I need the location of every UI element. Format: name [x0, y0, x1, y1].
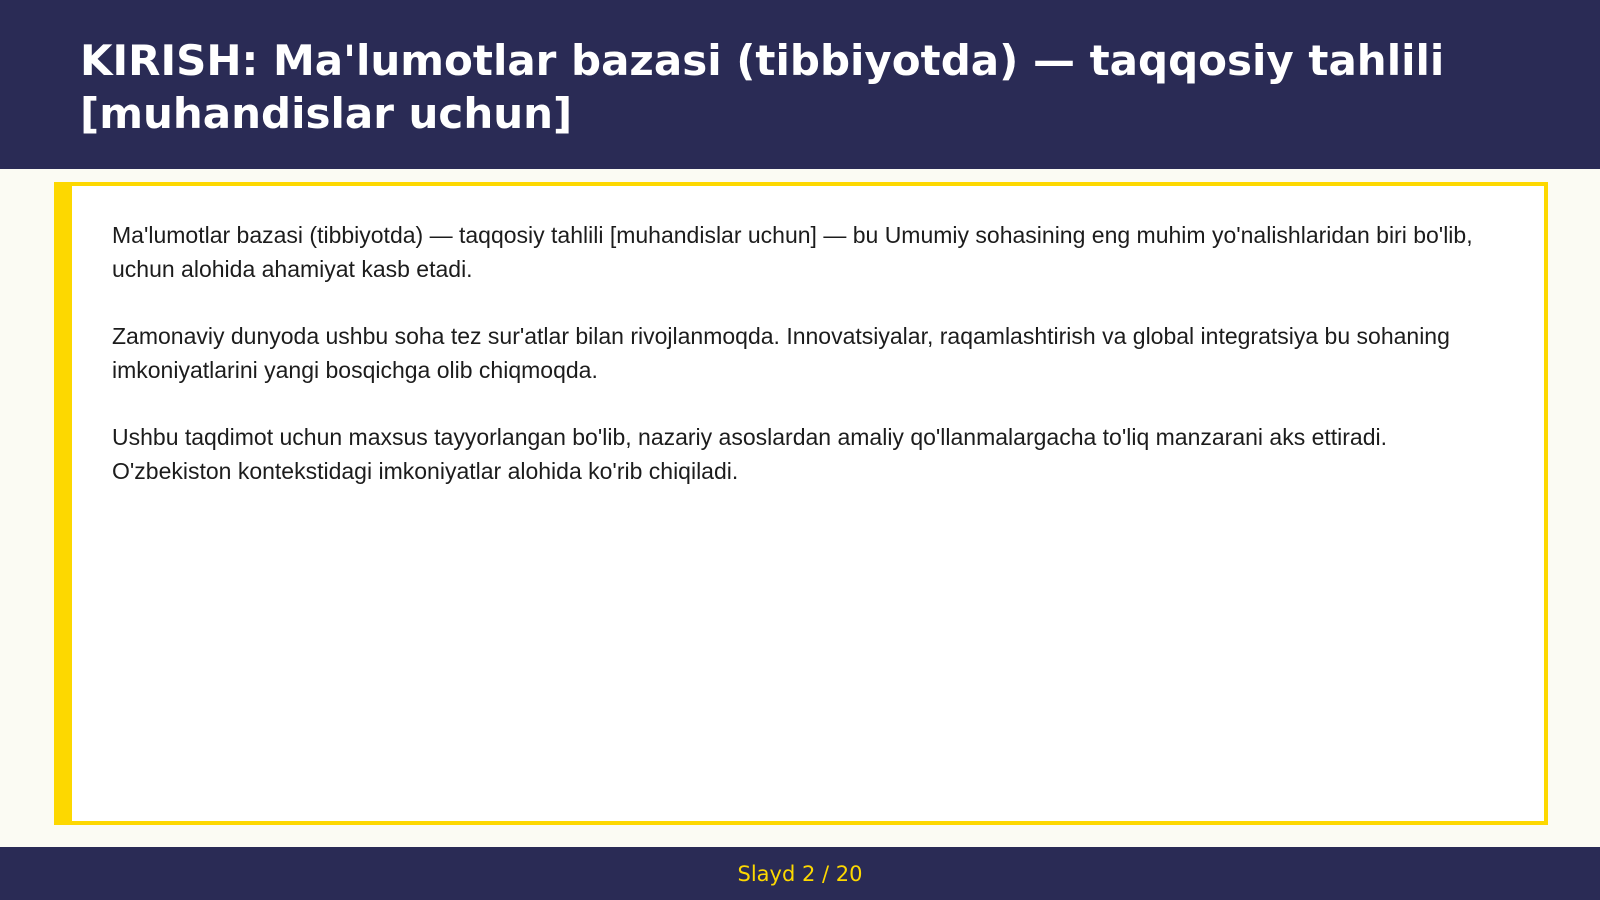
- modern-world-paragraph: Zamonaviy dunyoda ushbu soha tez sur'atlar bilan rivojlanmoqda. Innovatsiyalar, raqamlashtirish va global integratsiya bu sohaning imkoniyatlarini yangi bosqichga olib chiqmoqda.: [112, 323, 1450, 383]
- slide-footer: [0, 847, 1600, 900]
- content-card: [54, 182, 1548, 825]
- slide-header: [0, 0, 1600, 169]
- presentation-purpose-paragraph: Ushbu taqdimot uchun maxsus tayyorlangan bo'lib, nazariy asoslardan amaliy qo'llanmalargacha to'liq manzarani aks ettiradi. O'zbekiston kontekstidagi imkoniyatlar alohida ko'rib chiqiladi.: [112, 424, 1388, 484]
- slide-counter: Slayd 2 / 20: [737, 861, 863, 886]
- intro-paragraph: Ma'lumotlar bazasi (tibbiyotda) — taqqosiy tahlili [muhandislar uchun] — bu Umumiy sohasining eng muhim yo'nalishlaridan biri bo'lib, uchun alohida ahamiyat kasb etadi.: [112, 222, 1473, 282]
- slide-title: KIRISH: Ma'lumotlar bazasi (tibbiyotda) — taqqosiy tahlili [muhandislar uchun]: [80, 36, 1445, 138]
